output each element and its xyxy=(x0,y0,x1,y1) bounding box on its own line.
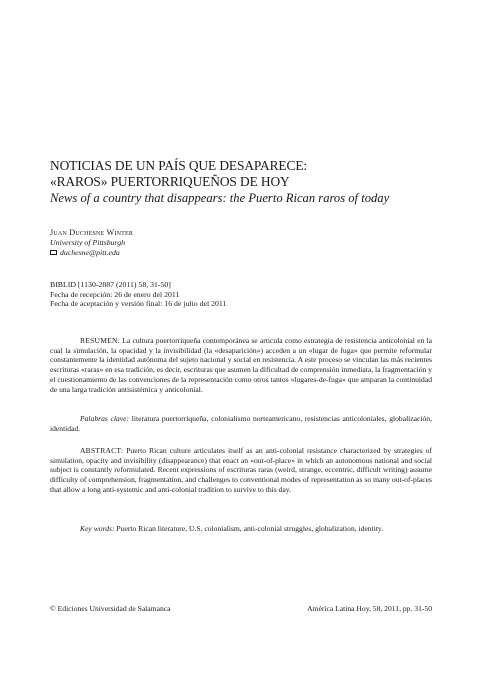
keywords-label: Key words: xyxy=(80,524,115,533)
author-block xyxy=(50,228,450,258)
reception-date: Fecha de recepción: 26 de enero del 2011 xyxy=(50,289,180,299)
footer-citation: América Latina Hoy, 58, 2011, pp. 31-50 xyxy=(307,604,432,613)
abstract-text: Puerto Rican culture articulates itself as an anti-colonial resistance characterized by strategies of simulation, opacity and invisibility (disappearance) that enact an «out-of-place» in which an autonomous national and social subject is constantly reformulated. Recent expressions of escrituras raras (weird, strange, eccentric, difficult writing) assume difficulty of comprehension, fragmentation, and challenges to conventional modes of representation as so many out-of-places that allow a long anti-systemic and anti-colonial tradition to survive to this day. xyxy=(50,446,432,494)
resumen-paragraph xyxy=(50,336,432,394)
author-name: Juan Duchesne Winter xyxy=(50,228,134,237)
acceptance-date: Fecha de aceptación y versión final: 16 de julio del 2011 xyxy=(50,299,227,309)
author-affiliation: University of Pittsburgh xyxy=(50,238,126,247)
keywords-paragraph xyxy=(50,524,432,534)
palabras-clave-label: Palabras clave: xyxy=(80,414,130,423)
title-block xyxy=(50,158,450,206)
biblio-block xyxy=(50,280,450,309)
palabras-clave-paragraph xyxy=(50,414,432,433)
palabras-clave-text: literatura puertorriqueña, colonialismo norteamericano, resistencias anticoloniales, globalización, identidad. xyxy=(50,414,432,433)
english-title: News of a country that disappears: the Puerto Rican raros of today xyxy=(50,191,390,205)
biblid-line: BIBLID [1130-2887 (2011) 58, 31-50] xyxy=(50,280,171,289)
envelope-icon xyxy=(50,250,57,255)
title-line-1: NOTICIAS DE UN PAÍS QUE DESAPARECE: xyxy=(50,158,308,173)
abstract-label: ABSTRACT: xyxy=(80,446,124,455)
keywords-text: Puerto Rican literature, U.S. colonialism, anti-colonial struggles, globalization, identity. xyxy=(114,524,384,533)
resumen-label: RESUMEN: xyxy=(80,336,120,345)
footer-publisher: © Ediciones Universidad de Salamanca xyxy=(50,604,171,613)
resumen-text: La cultura puertorriqueña contemporánea se articula como estrategia de resistencia anticolonial en la cual la simulación, la opacidad y la invisibilidad (la «desaparición») acceden a un «lugar de fuga» que permite reformular constantemente la identidad autónoma del sujeto nacional y social en resistencia. A este proceso se vinculan las más recientes escrituras «raras» en esa tradición, es decir, escrituras que asumen la dificultad de comprensión inmediata, la fragmentación y el cuestionamiento de las convenciones de la representación como otros tantos «lugares-de-fuga» que amparan la continuidad de una larga tradición antisistémica y anticolonial. xyxy=(50,336,432,394)
author-email[interactable]: duchesne@pitt.edu xyxy=(60,248,120,257)
abstract-paragraph xyxy=(50,446,432,495)
author-email-line xyxy=(50,248,450,258)
title-line-2: «RAROS» PUERTORRIQUEÑOS DE HOY xyxy=(50,174,290,189)
